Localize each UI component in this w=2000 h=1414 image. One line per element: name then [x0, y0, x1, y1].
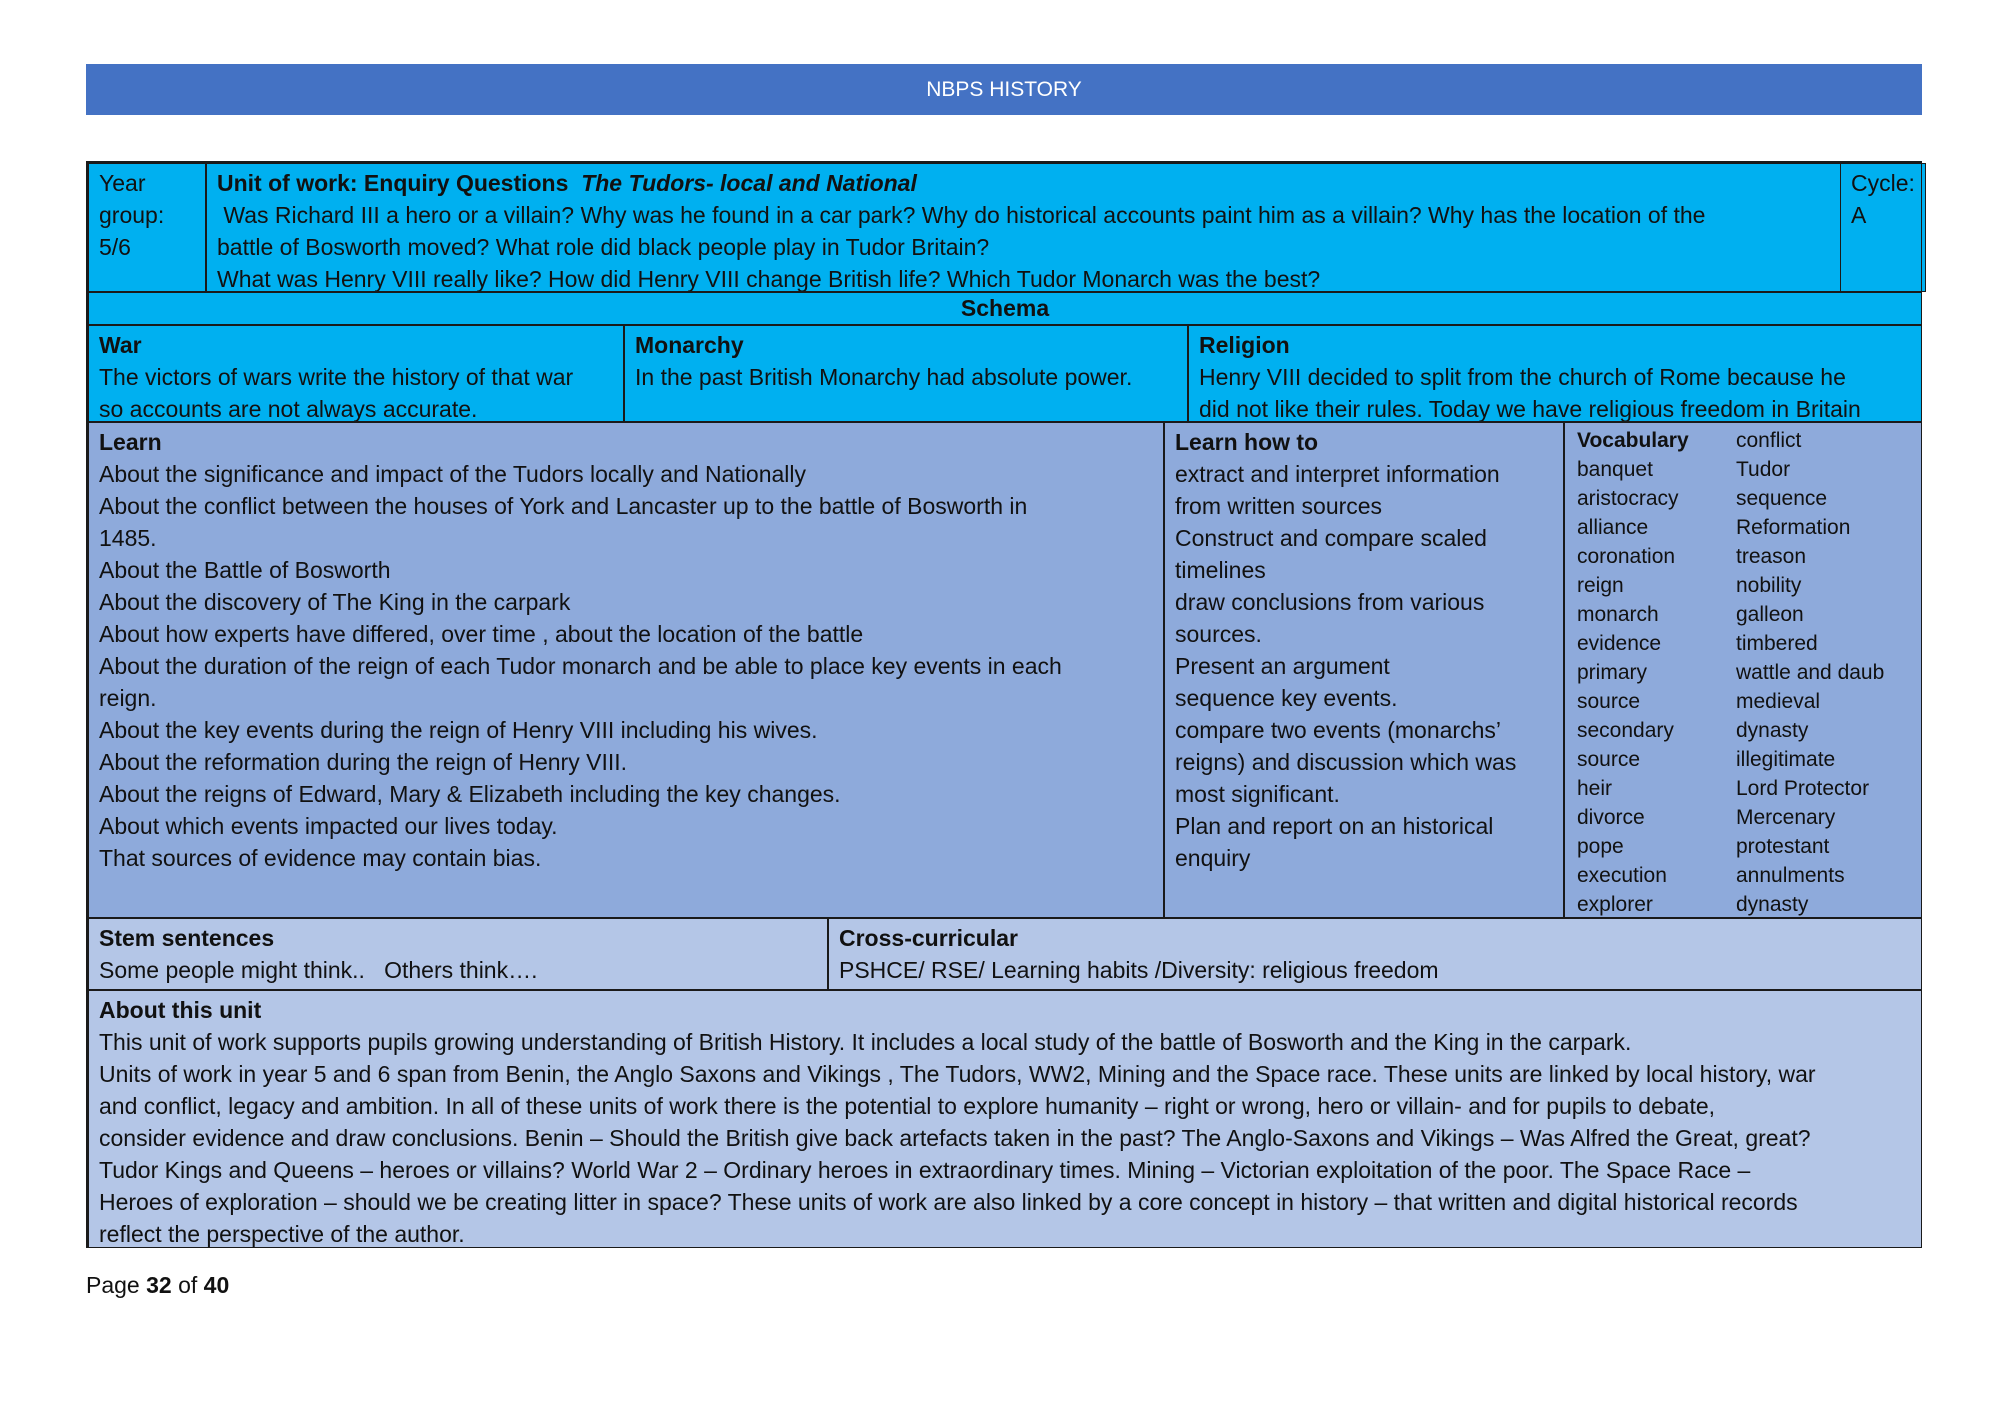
stem-text: Some people might think.. Others think….: [99, 957, 538, 983]
vocab-word: Reformation: [1736, 516, 1851, 539]
vocab-word: divorce: [1577, 806, 1645, 829]
learn-how-item: extract and interpret information: [1175, 461, 1500, 487]
page-prefix: Page: [86, 1272, 147, 1298]
vocab-word: Mercenary: [1736, 806, 1836, 829]
vocab-word: evidence: [1577, 632, 1662, 655]
vocab-word: treason: [1736, 545, 1807, 568]
schema-title-cell: [88, 292, 1922, 325]
page-total: 40: [203, 1272, 230, 1298]
religion-text-line: Henry VIII decided to split from the church of Rome because he: [1199, 364, 1846, 390]
learn-item: reign.: [99, 685, 157, 711]
vocab-word: reign: [1577, 574, 1624, 597]
vocab-word: dynasty: [1736, 719, 1809, 742]
learn-heading: Learn: [99, 429, 162, 455]
year-group-cell: [88, 163, 206, 292]
vocab-word: illegitimate: [1736, 748, 1836, 771]
learn-item: About the reigns of Edward, Mary & Elizabeth including the key changes.: [99, 781, 841, 807]
vocab-word: heir: [1577, 777, 1613, 800]
learn-how-item: Plan and report on an historical: [1175, 813, 1494, 839]
stem-heading: Stem sentences: [99, 925, 275, 951]
vocab-word: dynasty: [1736, 893, 1809, 916]
learn-cell: [88, 422, 1164, 918]
vocab-word: explorer: [1577, 893, 1653, 916]
cross-curricular-cell: [828, 918, 1922, 990]
year-value: 5/6: [99, 234, 131, 260]
about-text-line: This unit of work supports pupils growing understanding of British History. It includes a local study of the battle of Bosworth and the King in the carpark.: [99, 1029, 1632, 1055]
war-text-line: so accounts are not always accurate.: [99, 396, 478, 422]
unit-question-line: What was Henry VIII really like? How did Henry VIII change British life? Which Tudor Monarch was the best?: [217, 266, 1321, 292]
learn-item: About the significance and impact of the Tudors locally and Nationally: [99, 461, 807, 487]
page-middle: of: [171, 1272, 204, 1298]
learn-item: About how experts have differed, over time , about the location of the battle: [99, 621, 864, 647]
religion-heading: Religion: [1199, 332, 1290, 358]
learn-item: About the conflict between the houses of York and Lancaster up to the battle of Bosworth in: [99, 493, 1028, 519]
learn-how-item: draw conclusions from various: [1175, 589, 1485, 615]
year-label-line1: Year: [99, 170, 146, 196]
vocab-word: execution: [1577, 864, 1667, 887]
vocab-word: coronation: [1577, 545, 1676, 568]
vocab-word: protestant: [1736, 835, 1830, 858]
learn-item: About the duration of the reign of each Tudor monarch and be able to place key events in each: [99, 653, 1062, 679]
vocab-word: nobility: [1736, 574, 1802, 597]
year-label-line2: group:: [99, 202, 165, 228]
about-text-line: consider evidence and draw conclusions. Benin – Should the British give back artefacts taken in the past? The Anglo-Saxons and Vikings – Was Alfred the Great, great?: [99, 1125, 1811, 1151]
learn-how-item: from written sources: [1175, 493, 1383, 519]
war-text-line: The victors of wars write the history of that war: [99, 364, 574, 390]
vocab-word: source: [1577, 690, 1641, 713]
vocabulary-heading: Vocabulary: [1577, 429, 1689, 452]
about-text-line: Tudor Kings and Queens – heroes or villains? World War 2 – Ordinary heroes in extraordinary times. Mining – Victorian exploitation of the poor. The Space Race –: [99, 1157, 1751, 1183]
about-text-line: Heroes of exploration – should we be creating litter in space? These units of work are also linked by a core concept in history – that written and digital historical records: [99, 1189, 1798, 1215]
unit-question-line: battle of Bosworth moved? What role did black people play in Tudor Britain?: [217, 234, 990, 260]
cycle-value: A: [1851, 202, 1867, 228]
about-text-line: Units of work in year 5 and 6 span from Benin, the Anglo Saxons and Vikings , The Tudors, WW2, Mining and the Space race. These units are linked by local history, war: [99, 1061, 1816, 1087]
cycle-cell: [1840, 163, 1922, 292]
vocab-word: wattle and daub: [1736, 661, 1885, 684]
cross-text: PSHCE/ RSE/ Learning habits /Diversity: religious freedom: [839, 957, 1439, 983]
vocab-word: banquet: [1577, 458, 1653, 481]
vocab-word: secondary: [1577, 719, 1674, 742]
page-number: [86, 1270, 229, 1300]
learn-item: About the reformation during the reign of Henry VIII.: [99, 749, 628, 775]
vocab-word: timbered: [1736, 632, 1818, 655]
learn-how-item: reigns) and discussion which was: [1175, 749, 1517, 775]
war-heading: War: [99, 332, 142, 358]
learn-how-item: Present an argument: [1175, 653, 1390, 679]
vocabulary-cell: [1564, 422, 1922, 918]
vocab-word: galleon: [1736, 603, 1804, 626]
learn-how-item: Construct and compare scaled: [1175, 525, 1487, 551]
learn-how-item: sources.: [1175, 621, 1262, 647]
learn-how-item: sequence key events.: [1175, 685, 1398, 711]
vocab-word: medieval: [1736, 690, 1821, 713]
about-text-line: and conflict, legacy and ambition. In all of these units of work there is the potential to explore humanity – right or wrong, hero or villain- and for pupils to debate,: [99, 1093, 1716, 1119]
learn-how-item: most significant.: [1175, 781, 1340, 807]
monarchy-text-line: In the past British Monarchy had absolute power.: [635, 364, 1133, 390]
vocab-word: monarch: [1577, 603, 1659, 626]
learn-item: About which events impacted our lives today.: [99, 813, 558, 839]
vocab-word: Tudor: [1736, 458, 1791, 481]
vocabulary-column-2: [1736, 426, 1884, 918]
schema-monarchy-cell: [624, 325, 1188, 422]
learn-item: That sources of evidence may contain bias.: [99, 845, 542, 871]
schema-title: Schema: [960, 295, 1050, 321]
learn-how-item: enquiry: [1175, 845, 1251, 871]
schema-religion-cell: [1188, 325, 1922, 422]
vocab-word: Lord Protector: [1736, 777, 1870, 800]
vocab-word: annulments: [1736, 864, 1845, 887]
learn-how-item: compare two events (monarchs’: [1175, 717, 1501, 743]
learn-item: 1485.: [99, 525, 157, 551]
header-title: NBPS HISTORY: [926, 78, 1082, 101]
page-current: 32: [146, 1272, 172, 1298]
vocab-word: sequence: [1736, 487, 1828, 510]
learn-how-item: timelines: [1175, 557, 1266, 583]
stem-sentences-cell: [88, 918, 828, 990]
religion-text-line: did not like their rules. Today we have religious freedom in Britain: [1199, 396, 1861, 422]
unit-question-line: Was Richard III a hero or a villain? Why was he found in a car park? Why do historical accounts paint him as a villain? Why has the location of the: [217, 202, 1706, 228]
unit-of-work-cell: [206, 163, 1926, 292]
document-header-bar: [86, 64, 1922, 115]
about-unit-cell: [88, 990, 1922, 1248]
cycle-label: Cycle:: [1851, 170, 1915, 196]
vocab-word: conflict: [1736, 429, 1802, 452]
about-heading: About this unit: [99, 997, 262, 1023]
learn-how-cell: [1164, 422, 1564, 918]
vocab-word: pope: [1577, 835, 1624, 858]
about-text-line: reflect the perspective of the author.: [99, 1221, 465, 1247]
cross-heading: Cross-curricular: [839, 925, 1018, 951]
learn-item: About the key events during the reign of Henry VIII including his wives.: [99, 717, 818, 743]
vocab-word: alliance: [1577, 516, 1649, 539]
learn-item: About the discovery of The King in the carpark: [99, 589, 571, 615]
vocab-word: aristocracy: [1577, 487, 1679, 510]
learn-item: About the Battle of Bosworth: [99, 557, 391, 583]
schema-war-cell: [88, 325, 624, 422]
unit-topic: The Tudors- local and National: [581, 170, 917, 196]
unit-label: Unit of work: Enquiry Questions: [217, 170, 569, 196]
vocab-word: primary: [1577, 661, 1648, 684]
learn-how-heading: Learn how to: [1175, 429, 1319, 455]
vocabulary-column-1: [1577, 426, 1689, 918]
vocab-word: source: [1577, 748, 1641, 771]
monarchy-heading: Monarchy: [635, 332, 744, 358]
unit-overview-table: [86, 161, 1922, 1248]
